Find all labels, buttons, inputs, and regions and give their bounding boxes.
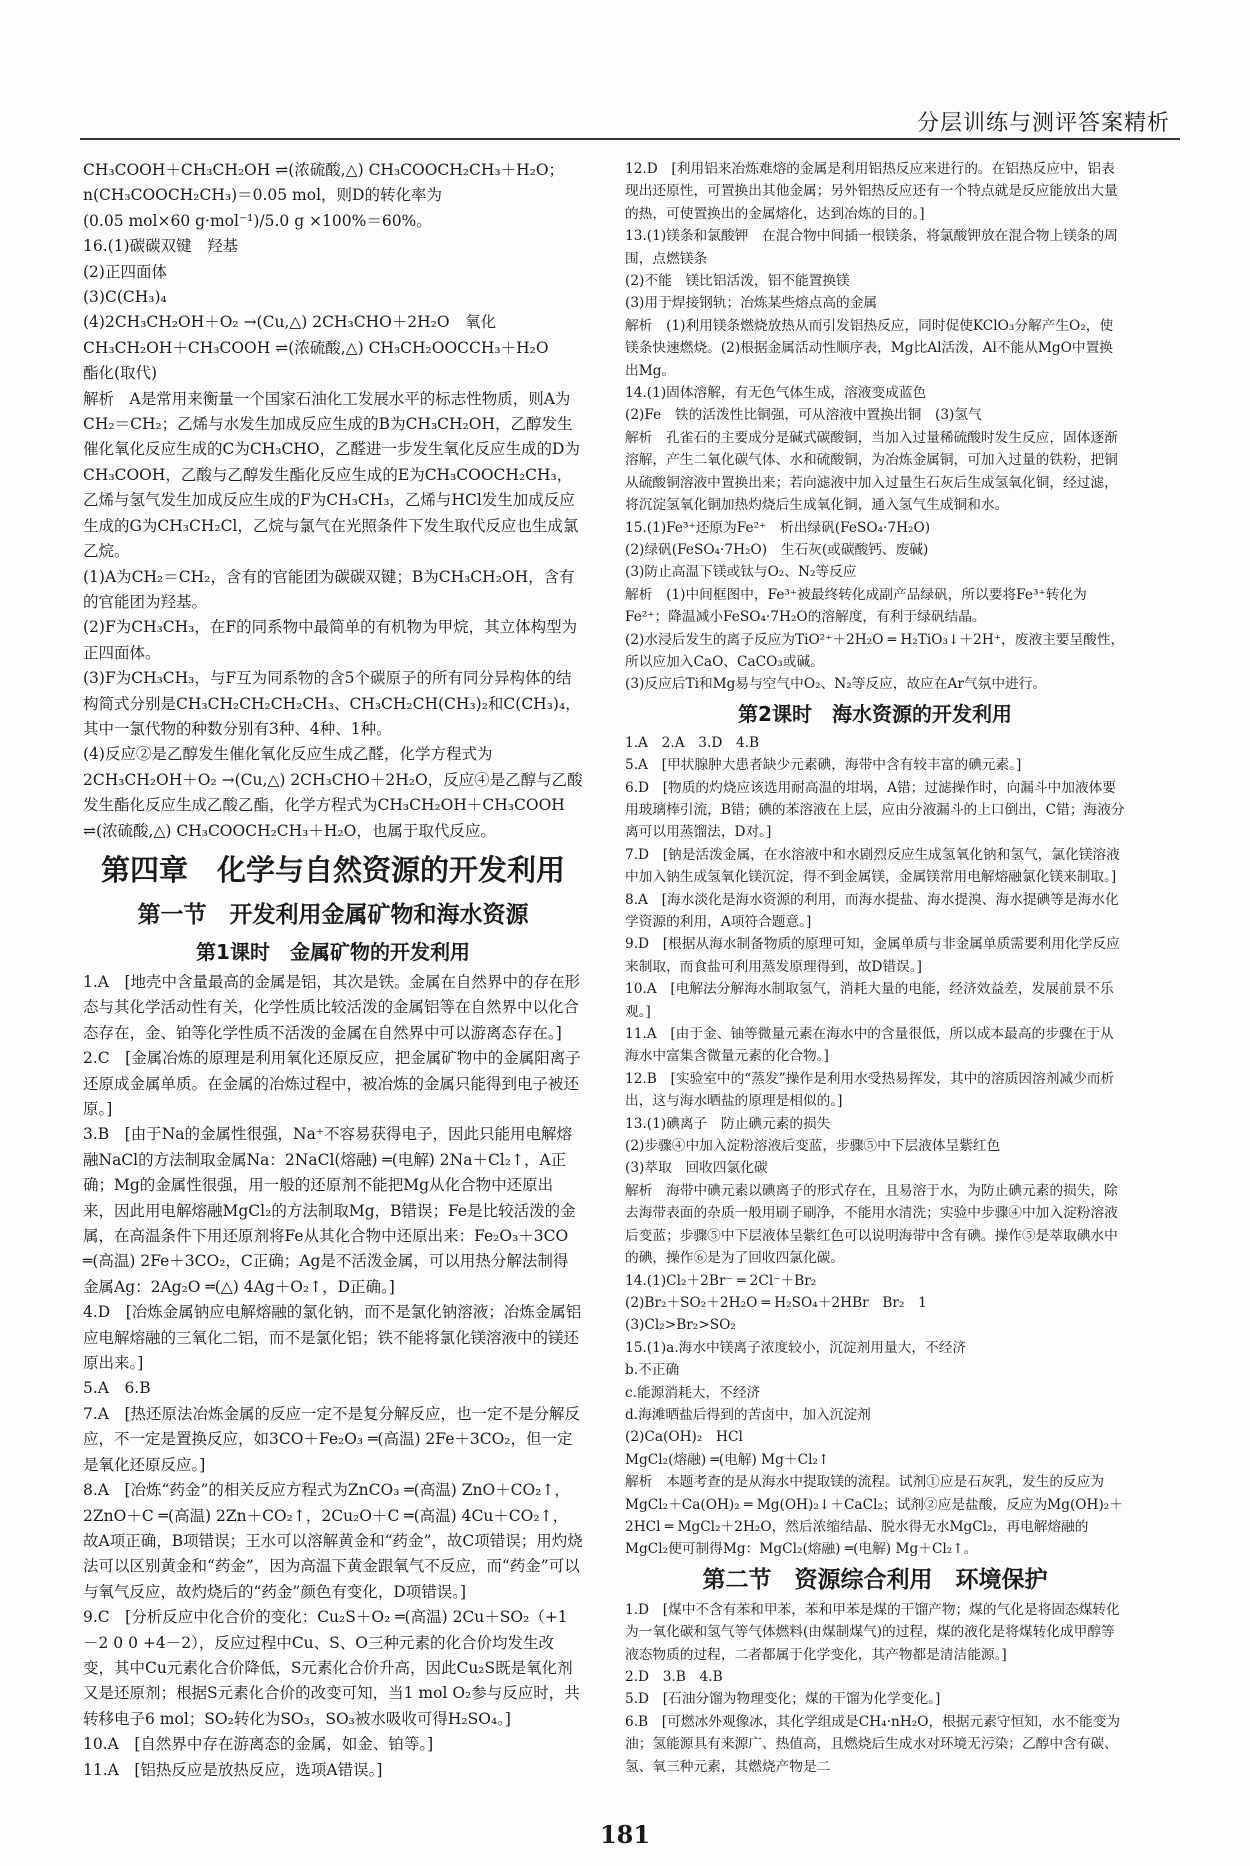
answer: 6.B [可燃冰外观像冰，其化学组成是CH₄·nH₂O，根据元素守恒知，水不能变为油；氢能源具有来源广、热值高，且燃烧后生成水对环境无污染；乙醇中含有碳、氢、氧三种元素，其燃烧产物是二 [625,1713,1121,1775]
answer: 2.C [金属冶炼的原理是利用氧化还原反应，把金属矿物中的金属阳离子还原成金属单质。在金属的冶炼过程中，被冶炼的金属只能得到电子被还原。] [83,1049,581,1118]
answer: (2)不能 镁比铝活泼，铝不能置换镁 [625,273,850,290]
answer: (3)反应后Ti和Mg易与空气中O₂、N₂等反应，故应在Ar气氛中进行。 [625,676,1047,693]
answer: 5.D [石油分馏为物理变化；煤的干馏为化学变化。] [625,1691,941,1708]
answer: 6.D [物质的灼烧应该选用耐高温的坩埚，A错；过滤操作时，向漏斗中加液体要用玻璃棒引流，B错；碘的苯溶液在上层，应由分液漏斗的上口倒出，C错；海液分离可以用蒸馏法，D对。] [625,779,1125,841]
answer: 12.B [实验室中的“蒸发”操作是利用水受热易挥发，其中的溶质因溶剂减少而析出，这与海水晒盐的原理是相似的。] [625,1070,1115,1110]
answer: 13.(1)镁条和氯酸钾 在混合物中间插一根镁条，将氯酸钾放在混合物上镁条的周围，点燃镁条 [625,228,1118,267]
answer: (2)步骤④中加入淀粉溶液后变蓝，步骤⑤中下层液体呈紫红色 [625,1138,1001,1155]
chapter-title: 第四章 化学与自然资源的开发利用 [100,852,565,887]
lesson-title: 第1课时 金属矿物的开发利用 [196,939,470,964]
header-title: 分层训练与测评答案精析 [916,111,1170,136]
answer: 7.D [钠是活泼金属，在水溶液中和水剧烈反应生成氢氧化钠和氢气，氯化镁溶液中加入钠生成氢氧化镁沉淀，得不到金属镁，金属镁常用电解熔融氯化镁来制取。] [625,846,1120,886]
answer: 5.A [甲状腺肿大患者缺少元素碘，海带中含有较丰富的碘元素。] [625,757,1022,774]
answer: (3)防止高温下镁或钛与O₂、N₂等反应 [625,564,857,581]
answer: 12.D [利用铝来冶炼难熔的金属是利用铝热反应来进行的。在铝热反应中，铝表现出还原性，可置换出其他金属；另外铝热反应还有一个特点就是反应能放出大量的热，可使置换出的金属熔化，达到冶炼的目的。] [625,161,1118,222]
para: (3)C(CH₃)₄ [83,288,167,307]
answer: 10.A [自然界中存在游离态的金属，如金、铂等。] [83,1735,434,1754]
answer: 1.D [煤中不含有苯和甲苯，苯和甲苯是煤的干馏产物；煤的气化是将固态煤转化为一氧化碳和氢气等气体燃料(由煤制煤气)的过程，煤的液化是将煤转化成甲醇等液态物质的过程，二者都属于化学变化，其产物都是清洁能源。] [625,1601,1120,1663]
answer: (2)Br₂＋SO₂＋2H₂O ═ H₂SO₄＋2HBr Br₂ 1 [625,1294,927,1311]
answer: 解析 孔雀石的主要成分是碱式碳酸铜，当加入过量稀硫酸时发生反应，固体逐渐溶解，产生二氧化碳气体、水和硫酸铜，为冶炼金属铜，可加入过量的铁粉，把铜从硫酸铜溶液中置换出来；若向滤液中加入过量生石灰后生成氢氧化铜，经过滤，将沉淀氢氧化铜加热灼烧后生成氧化铜，通入氢气生成铜和水。 [625,429,1118,514]
page-number: 181 [599,1820,651,1849]
answer: 14.(1)Cl₂＋2Br⁻ ═ 2Cl⁻＋Br₂ [625,1272,817,1289]
answer: 15.(1)Fe³⁺还原为Fe²⁺ 析出绿矾(FeSO₄·7H₂O) [625,519,931,536]
answer: 10.A [电解法分解海水制取氢气，消耗大量的电能，经济效益差，发展前景不乐观。] [625,981,1114,1020]
answer: 2.D 3.B 4.B [625,1669,723,1685]
para: CH₃COOH＋CH₃CH₂OH ⇌(浓硫酸,△) CH₃COOCH₂CH₃＋H₂O； [83,161,565,179]
answer: b.不正确 [625,1362,680,1379]
answer: 1.A 2.A 3.D 4.B [625,734,760,751]
answer: (2)绿矾(FeSO₄·7H₂O) 生石灰(或碳酸钙、废碱) [625,541,929,558]
para: (1)A为CH₂＝CH₂，含有的官能团为碳碳双键；B为CH₃CH₂OH，含有的官能团为羟基。 [83,567,575,611]
para: (2)F为CH₃CH₃，在F的同系物中最简单的有机物为甲烷，其立体构型为正四面体。 [83,618,578,662]
answer: (2)水浸后发生的离子反应为TiO²⁺＋2H₂O ═ H₂TiO₃↓＋2H⁺，废液主要呈酸性，所以应加入CaO、CaCO₃或碱。 [625,631,1125,670]
para: (4)反应②是乙醇发生催化氧化反应生成乙醛，化学方程式为2CH₃CH₂OH＋O₂ →(Cu,△) 2CH₃CHO＋2H₂O，反应④是乙醇与乙酸发生酯化反应生成乙酸乙酯，化学方程式为CH₃CH₂OH＋CH₃COOH ⇌(浓硫酸,△) CH₃COOCH₂CH₃＋H₂O，也属于取代反应。 [83,745,583,840]
header-rule [80,138,1180,140]
answer: 3.B [由于Na的金属性很强，Na⁺不容易获得电子，因此只能用电解熔融NaCl的方法制取金属Na：2NaCl(熔融) ═(电解) 2Na＋Cl₂↑，A正确；Mg的金属性很强，用一般的还原剂不能把Mg从化合物中还原出来，因此用电解熔融MgCl₂的方法制取Mg，B错误；Fe是比较活泼的金属，在高温条件下用还原剂将Fe从其化合物中还原出来：Fe₂O₃＋3CO ═(高温) 2Fe＋3CO₂，C正确；Ag是不活泼金属，可以用热分解法制得金属Ag：2Ag₂O ═(△) 4Ag＋O₂↑，D正确。] [83,1125,576,1296]
answer: (3)萃取 回收四氯化碳 [625,1160,768,1177]
para: (0.05 mol×60 g·mol⁻¹)/5.0 g ×100%＝60%。 [83,211,432,230]
para: 解析 A是常用来衡量一个国家石油化工发展水平的标志性物质，则A为CH₂＝CH₂；乙烯与水发生加成反应生成的B为CH₃CH₂OH，乙醇发生催化氧化反应生成的C为CH₃CHO，乙醛进一步发生氧化反应生成的D为CH₃COOH，乙酸与乙醇发生酯化反应生成的E为CH₃COOCH₂CH₃，乙烯与氢气发生加成反应生成的F为CH₃CH₃，乙烯与HCl发生加成反应生成的G为CH₃CH₂Cl，乙烷与氯气在光照条件下发生取代反应也生成氯乙烷。 [83,389,580,561]
answer: 解析 (1)中间框图中，Fe³⁺被最终转化成副产品绿矾，所以要将Fe³⁺转化为Fe²⁺；降温减小FeSO₄·7H₂O的溶解度，有利于绿矾结晶。 [625,586,1087,626]
answer: d.海滩晒盐后得到的苦卤中，加入沉淀剂 [625,1406,871,1423]
answer: 14.(1)固体溶解，有无色气体生成，溶液变成蓝色 [625,385,927,402]
para: n(CH₃COOCH₂CH₃)＝0.05 mol，则D的转化率为 [83,186,442,205]
answer: 4.D [冶炼金属钠应电解熔融的氯化钠，而不是氯化钠溶液；冶炼金属铝应电解熔融的三氧化二铝，而不是氯化铝；铁不能将氯化镁溶液中的镁还原出来。] [83,1303,582,1373]
para: 酯化(取代) [83,364,158,383]
right-column [625,158,1125,1778]
lesson-title: 第2课时 海水资源的开发利用 [738,701,1012,726]
answer: 5.A 6.B [83,1379,151,1398]
answer: 解析 本题考查的是从海水中提取镁的流程。试剂①应是石灰乳，发生的反应为MgCl₂＋Ca(OH)₂ ═ Mg(OH)₂↓＋CaCl₂；试剂②应是盐酸，反应为Mg(OH)₂＋2HCl ═ MgCl₂＋2H₂O，然后浓缩结晶、脱水得无水MgCl₂，再电解熔融的MgCl₂便可制得Mg：MgCl₂(熔融) ═(电解) Mg＋Cl₂↑。 [625,1474,1123,1558]
answer: 11.A [由于金、铀等微量元素在海水中的含量很低，所以成本最高的步骤在于从海水中富集含微量元素的化合物。] [625,1026,1114,1065]
answer: (2)Ca(OH)₂ HCl [625,1429,743,1446]
section-title: 第二节 资源综合利用 环境保护 [702,1566,1048,1593]
answer: 解析 (1)利用镁条燃烧放热从而引发铝热反应，同时促使KClO₃分解产生O₂，使镁条快速燃烧。(2)根据金属活动性顺序表，Mg比Al活泼，Al不能从MgO中置换出Mg。 [625,317,1114,379]
section-title: 第一节 开发利用金属矿物和海水资源 [137,901,529,928]
para: (2)正四面体 [83,262,167,281]
answer: 解析 海带中碘元素以碘离子的形式存在，且易溶于水，为防止碘元素的损失，除去海带表面的杂质一般用刷子刷净，不能用水清洗；实验中步骤④中加入淀粉溶液后变蓝；步骤⑤中下层液体呈紫红色可以说明海带中含有碘。操作⑤是萃取碘水中的碘，操作⑥是为了回收四氯化碳。 [625,1182,1118,1267]
answer: c.能源消耗大，不经济 [625,1384,761,1401]
answer: 7.A [热还原法冶炼金属的反应一定不是复分解反应，也一定不是分解反应，不一定是置换反应，如3CO＋Fe₂O₃ ═(高温) 2Fe＋3CO₂，但一定是氧化还原反应。] [83,1404,581,1474]
answer: 8.A [冶炼“药金”的相关反应方程式为ZnCO₃ ═(高温) ZnO＋CO₂↑，2ZnO＋C ═(高温) 2Zn＋CO₂↑，2Cu₂O＋C ═(高温) 4Cu＋CO₂↑，故A项正确，B项错误；王水可以溶解黄金和“药金”，故C项错误；用灼烧法可以区别黄金和“药金”，因为高温下黄金跟氧气不反应，而“药金”可以与氧气反应，故灼烧后的“药金”颜色有变化，D项错误。] [83,1481,583,1601]
answer: 8.A [海水淡化是海水资源的利用，而海水提盐、海水提溴、海水提碘等是海水化学资源的利用，A项符合题意。] [625,891,1119,930]
left-column [83,158,583,1783]
answer: 1.A [地壳中含量最高的金属是铝，其次是铁。金属在自然界中的存在形态与其化学活动性有关，化学性质比较活泼的金属铝等在自然界中以化合态存在，金、铂等化学性质不活泼的金属在自然界中可以游离态存在。] [83,972,581,1042]
answer: 9.C [分析反应中化合价的变化：Cu₂S＋O₂ ═(高温) 2Cu＋SO₂（+1 －2 0 0 +4－2），反应过程中Cu、S、O三种元素的化合价均发生改变，其中Cu元素化合价降低，S元素化合价升高，因此Cu₂S既是氧化剂又是还原剂；根据S元素化合价的改变可知，当1 mol O₂参与反应时，共转移电子6 mol；SO₂转化为SO₃，SO₃被水吸收可得H₂SO₄。] [83,1608,580,1728]
answer: 9.D [根据从海水制备物质的原理可知，金属单质与非金属单质需要利用化学反应来制取，而食盐可利用蒸发原理得到，故D错误。] [625,936,1120,975]
answer: (3)用于焊接钢轨；冶炼某些熔点高的金属 [625,295,878,312]
answer: (2)Fe 铁的活泼性比铜强，可从溶液中置换出铜 (3)氢气 [625,407,982,424]
para: 16.(1)碳碳双键 羟基 [83,237,239,256]
page-header [0,0,1250,150]
answer: 11.A [铝热反应是放热反应，选项A错误。] [83,1760,383,1779]
para: CH₃CH₂OH＋CH₃COOH ⇌(浓硫酸,△) CH₃CH₂OOCCH₃＋H₂O [83,338,549,357]
para: (3)F为CH₃CH₃，与F互为同系物的含5个碳原子的所有同分异构体的结构简式分别是CH₃CH₂CH₂CH₂CH₃、CH₃CH₂CH(CH₃)₂和C(CH₃)₄，其中一氯代物的种数分别有3种、4种、1种。 [83,669,581,738]
answer: MgCl₂(熔融) ═(电解) Mg＋Cl₂↑ [625,1451,830,1468]
answer: 15.(1)a.海水中镁离子浓度较小，沉淀剂用量大，不经济 [625,1339,967,1356]
answer: (3)Cl₂>Br₂>SO₂ [625,1317,736,1334]
answer: 13.(1)碘离子 防止碘元素的损失 [625,1115,831,1132]
para: (4)2CH₃CH₂OH＋O₂ →(Cu,△) 2CH₃CHO＋2H₂O 氧化 [83,313,497,332]
